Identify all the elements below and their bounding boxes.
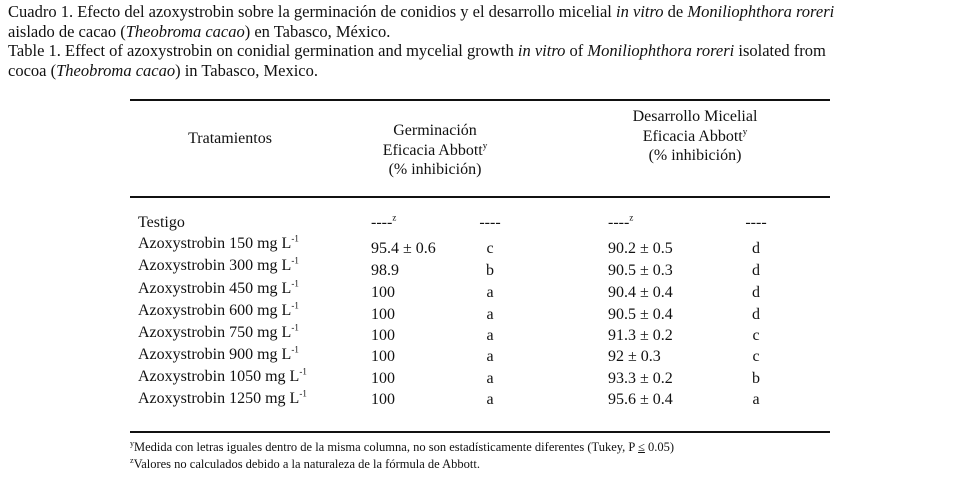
treatment-cell	[138, 324, 299, 342]
mycelial-value	[608, 306, 673, 324]
mycelial-value	[608, 370, 673, 388]
germination-letter: a	[486, 391, 494, 408]
treatment-label: Azoxystrobin 1050 mg L	[138, 368, 300, 385]
treatment-label: Azoxystrobin 450 mg L	[138, 280, 292, 297]
mycelial-value	[608, 214, 633, 232]
germination-number: 100	[371, 391, 395, 408]
mycelial-letter: d	[752, 262, 760, 279]
treatment-label: Azoxystrobin 900 mg L	[138, 346, 292, 363]
mycelial-number: 91.3 ± 0.2	[608, 327, 673, 344]
caption-es-line-1: Cuadro 1. Efecto del azoxystrobin sobre la germinación de conidios y el desarrollo micelial in vitro de Moniliophthora roreri	[8, 2, 835, 21]
germination-letter: ----	[479, 214, 501, 231]
mycelial-letter: d	[752, 284, 760, 301]
footnote-marker-z: z	[392, 212, 397, 223]
caption-es-line-2: aislado de cacao (Theobroma cacao) en Tabasco, México.	[8, 21, 391, 41]
treatment-label: Azoxystrobin 600 mg L	[138, 302, 292, 319]
caption-en-line-2: cocoa (Theobroma cacao) in Tabasco, Mexico.	[8, 60, 318, 80]
germination-letter: b	[486, 262, 494, 279]
treatment-label: Azoxystrobin 1250 mg L	[138, 390, 300, 407]
mycelial-number: 90.5 ± 0.4	[608, 306, 673, 323]
mycelial-value	[608, 284, 673, 302]
treatment-cell	[138, 368, 307, 386]
treatment-cell	[138, 302, 299, 320]
mycelial-letter: c	[752, 348, 760, 365]
germination-letter: a	[486, 370, 494, 387]
mycelial-number: 90.2 ± 0.5	[608, 240, 673, 257]
germination-value	[371, 327, 395, 345]
germination-number: 100	[371, 327, 395, 344]
mycelial-value	[608, 262, 673, 280]
unit-exponent: -1	[291, 344, 299, 355]
germination-value	[371, 370, 395, 388]
header-germination-line-3: (% inhibición)	[388, 161, 482, 178]
germination-letter: a	[486, 327, 494, 344]
treatment-cell	[138, 257, 299, 275]
mycelial-value	[608, 391, 673, 409]
footnote-marker-z: z	[629, 212, 634, 223]
mycelial-letter: d	[752, 240, 760, 257]
germination-value	[371, 214, 396, 232]
header-germination-line-2: Eficacia Abbott$^y$	[382, 140, 488, 159]
table-caption	[8, 2, 963, 80]
mycelial-number: ----	[608, 214, 630, 231]
germination-number: 98.9	[371, 262, 399, 279]
leq-symbol: ≤	[638, 440, 645, 454]
germination-number: 100	[371, 306, 395, 323]
footnote-z-marker: z	[130, 455, 134, 465]
footnote-y: $^y$Medida con letras iguales dentro de la misma columna, no son estadísticamente diferentes (Tukey, P ≤ 0.05)	[130, 438, 675, 454]
mycelial-value	[608, 327, 673, 345]
treatment-cell	[138, 390, 307, 408]
header-mycelial-line-1: Desarrollo Micelial	[632, 108, 758, 125]
germination-letter: c	[486, 240, 494, 257]
germination-value	[371, 348, 395, 366]
mycelial-letter: ----	[745, 214, 767, 231]
unit-exponent: -1	[291, 233, 299, 244]
unit-exponent: -1	[299, 366, 307, 377]
mycelial-value	[608, 240, 673, 258]
mycelial-number: 93.3 ± 0.2	[608, 370, 673, 387]
header-mycelial	[590, 107, 800, 166]
treatment-cell	[138, 346, 299, 364]
mycelial-letter: d	[752, 306, 760, 323]
mycelial-value	[608, 348, 661, 366]
unit-exponent: -1	[291, 322, 299, 333]
header-treatments: Tratamientos	[188, 130, 272, 147]
mycelial-letter: c	[752, 327, 760, 344]
header-germination-line-1: Germinación	[393, 122, 477, 139]
germination-letter: a	[486, 284, 494, 301]
treatment-label: Azoxystrobin 750 mg L	[138, 324, 292, 341]
footnote-marker-y: y	[482, 140, 488, 151]
header-mycelial-line-3: (% inhibición)	[648, 147, 742, 164]
mycelial-number: 90.5 ± 0.3	[608, 262, 673, 279]
germination-letter: a	[486, 306, 494, 323]
germination-value	[371, 240, 436, 258]
germination-number: ----	[371, 214, 393, 231]
mycelial-letter: b	[752, 370, 760, 387]
caption-en-line-1: Table 1. Effect of azoxystrobin on conidial germination and mycelial growth in vitro of Moniliophthora roreri isolated from	[8, 41, 826, 60]
mycelial-number: 95.6 ± 0.4	[608, 391, 673, 408]
mycelial-number: 90.4 ± 0.4	[608, 284, 673, 301]
germination-value	[371, 262, 399, 280]
footnote-z: $^z$Valores no calculados debido a la naturaleza de la fórmula de Abbott.	[130, 455, 480, 471]
treatment-label: Azoxystrobin 300 mg L	[138, 257, 292, 274]
unit-exponent: -1	[291, 278, 299, 289]
germination-value	[371, 391, 395, 409]
germination-value	[371, 284, 395, 302]
treatment-label: Azoxystrobin 150 mg L	[138, 235, 292, 252]
footnote-y-marker: y	[130, 438, 134, 448]
germination-number: 100	[371, 284, 395, 301]
unit-exponent: -1	[291, 255, 299, 266]
treatment-cell	[138, 280, 299, 298]
header-germination	[330, 121, 540, 180]
germination-number: 95.4 ± 0.6	[371, 240, 436, 257]
treatment-cell	[138, 214, 185, 232]
treatment-cell	[138, 235, 299, 253]
header-mycelial-line-2: Eficacia Abbott$^y$	[642, 126, 748, 145]
table-header-rule	[130, 196, 830, 198]
mycelial-letter: a	[752, 391, 760, 408]
footnote-marker-y: y	[742, 126, 748, 137]
mycelial-number: 92 ± 0.3	[608, 348, 661, 365]
treatment-label: Testigo	[138, 214, 185, 231]
unit-exponent: -1	[299, 388, 307, 399]
germination-letter: a	[486, 348, 494, 365]
germination-number: 100	[371, 370, 395, 387]
table-bottom-rule	[130, 431, 830, 433]
germination-number: 100	[371, 348, 395, 365]
table-top-rule	[130, 99, 830, 101]
unit-exponent: -1	[291, 300, 299, 311]
germination-value	[371, 306, 395, 324]
